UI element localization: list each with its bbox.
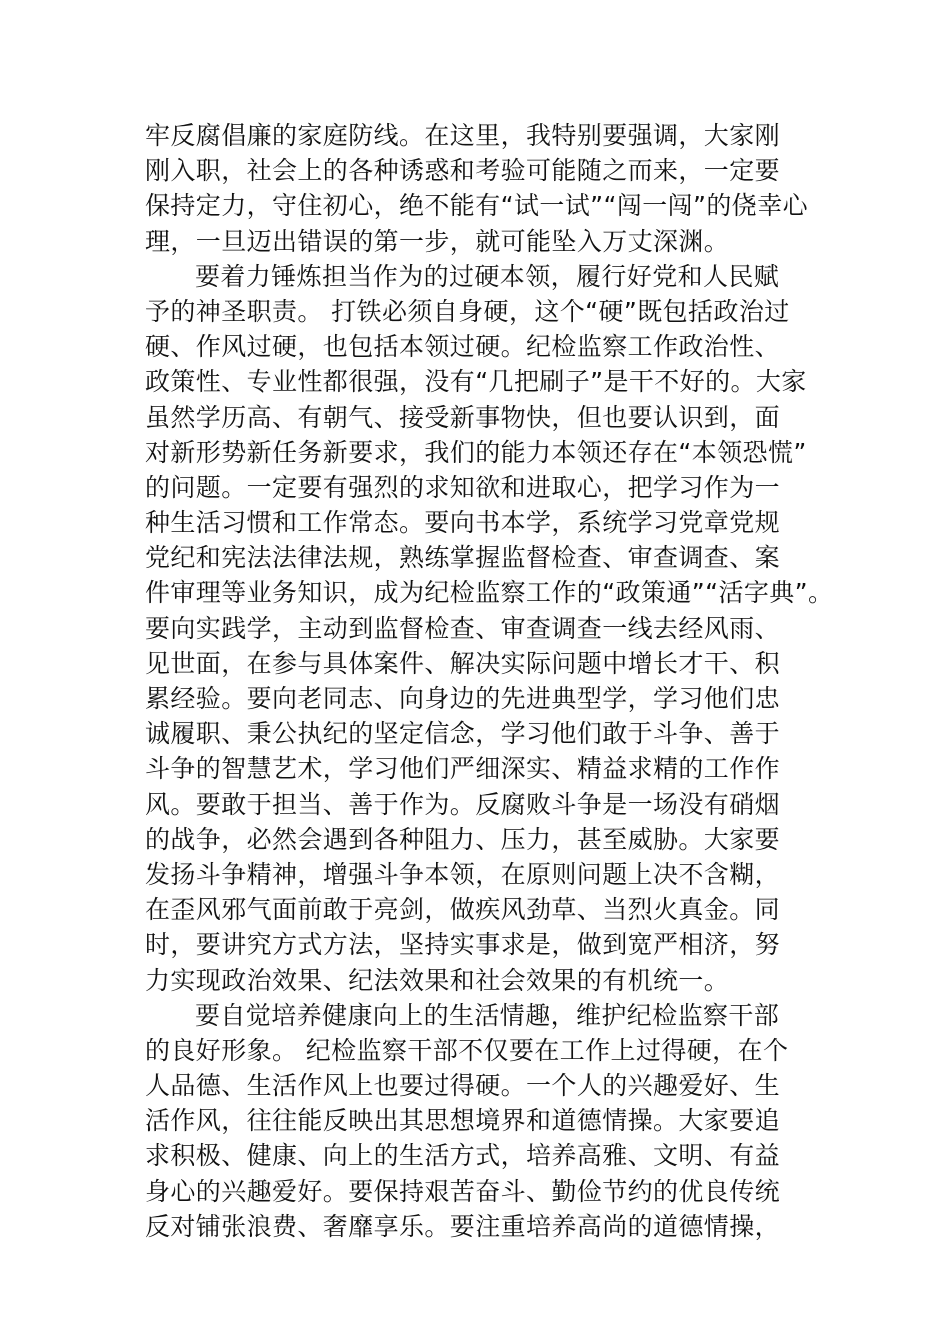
- text-line: 党纪和宪法法律法规，熟练掌握监督检查、审查调查、案: [145, 543, 781, 573]
- text-line: 虽然学历高、有朝气、接受新事物快，但也要认识到，面: [145, 402, 781, 432]
- text-line: 件审理等业务知识，成为纪检监察工作的“政策通”“活字典”。: [145, 578, 834, 608]
- text-line: 风。要敢于担当、善于作为。反腐败斗争是一场没有硝烟: [145, 789, 781, 819]
- text-line: 在歪风邪气面前敢于亮剑，做疾风劲草、当烈火真金。同: [145, 895, 781, 925]
- text-line: 诚履职、秉公执纪的坚定信念，学习他们敢于斗争、善于: [145, 719, 781, 749]
- text-line: 反对铺张浪费、奢靡享乐。要注重培养高尚的道德情操，: [145, 1211, 781, 1241]
- text-line: 发扬斗争精神，增强斗争本领，在原则问题上决不含糊，: [145, 859, 781, 889]
- text-line: 身心的兴趣爱好。要保持艰苦奋斗、勤俭节约的优良传统: [145, 1176, 781, 1206]
- text-line: 牢反腐倡廉的家庭防线。在这里，我特别要强调，大家刚: [145, 121, 781, 150]
- text-line: 时，要讲究方式方法，坚持实事求是，做到宽严相济，努: [145, 930, 781, 960]
- text-line: 理，一旦迈出错误的第一步，就可能坠入万丈深渊。: [145, 226, 730, 256]
- text-line: 刚入职，社会上的各种诱惑和考验可能随之而来，一定要: [145, 156, 781, 186]
- text-line: 硬、作风过硬，也包括本领过硬。纪检监察工作政治性、: [145, 332, 781, 362]
- text-line: 种生活习惯和工作常态。要向书本学，系统学习党章党规: [145, 508, 781, 538]
- text-line: 求积极、健康、向上的生活方式，培养高雅、文明、有益: [145, 1141, 781, 1171]
- text-line: 保持定力，守住初心，绝不能有“试一试”“闯一闯”的侥幸心: [145, 191, 809, 221]
- text-line: 对新形势新任务新要求，我们的能力本领还存在“本领恐慌”: [145, 437, 807, 467]
- text-line: 的问题。一定要有强烈的求知欲和进取心，把学习作为一: [145, 472, 781, 502]
- text-line: 力实现政治效果、纪法效果和社会效果的有机统一。: [145, 965, 730, 995]
- paragraph-start-line: 要着力锤炼担当作为的过硬本领，履行好党和人民赋: [195, 261, 780, 291]
- text-line: 予的神圣职责。 打铁必须自身硬，这个“硬”既包括政治过: [145, 296, 790, 326]
- text-line: 人品德、生活作风上也要过得硬。一个人的兴趣爱好、生: [145, 1071, 781, 1101]
- text-line: 活作风，往往能反映出其思想境界和道德情操。大家要追: [145, 1106, 781, 1136]
- text-line: 斗争的智慧艺术，学习他们严细深实、精益求精的工作作: [145, 754, 781, 784]
- document-body: [145, 118, 834, 1244]
- paragraph-start-line: 要自觉培养健康向上的生活情趣，维护纪检监察干部: [195, 1000, 780, 1030]
- text-line: 见世面，在参与具体案件、解决实际问题中增长才干、积: [145, 648, 781, 678]
- text-line: 的战争，必然会遇到各种阻力、压力，甚至威胁。大家要: [145, 824, 781, 854]
- text-line: 累经验。要向老同志、向身边的先进典型学，学习他们忠: [145, 684, 781, 713]
- text-line: 政策性、专业性都很强，没有“几把刷子”是干不好的。大家: [145, 367, 807, 397]
- text-line: 的良好形象。 纪检监察干部不仅要在工作上过得硬，在个: [145, 1035, 789, 1065]
- text-line: 要向实践学，主动到监督检查、审查调查一线去经风雨、: [145, 613, 781, 643]
